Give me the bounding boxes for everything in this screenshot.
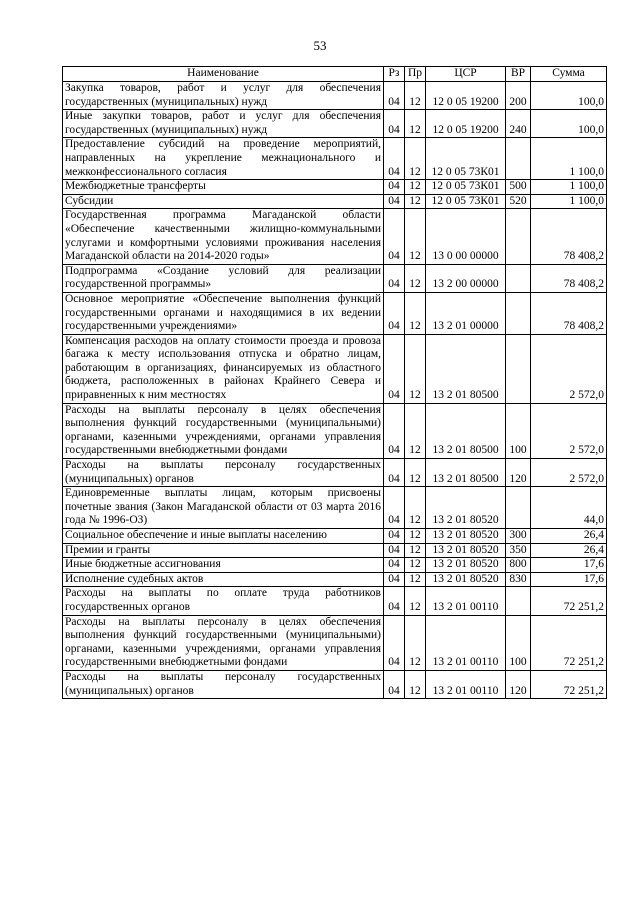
table-row [63, 110, 607, 138]
table-row [63, 572, 607, 587]
cell-csr: 13 0 00 00000 [426, 209, 506, 264]
cell-sum: 26,4 [531, 543, 607, 558]
cell-csr: 12 0 05 73К01 [426, 138, 506, 180]
cell-vr: 200 [506, 82, 531, 110]
cell-rz: 04 [384, 529, 405, 544]
cell-sum: 17,6 [531, 558, 607, 573]
cell-vr: 500 [506, 180, 531, 195]
cell-vr: 100 [506, 615, 531, 670]
table-row [63, 615, 607, 670]
table-row [63, 194, 607, 209]
table-row [63, 334, 607, 403]
cell-pr: 12 [405, 543, 426, 558]
cell-name: Расходы на выплаты персоналу в целях обеспечения выполнения функций государственными (муниципальными) органами, казенными учреждениями, органами управления государственными внебюджетными фондами [63, 403, 384, 458]
cell-name: Основное мероприятие «Обеспечение выполнения функций государственными органами и находящимися в их ведении государственными учреждениями» [63, 292, 384, 334]
cell-sum: 78 408,2 [531, 209, 607, 264]
cell-pr: 12 [405, 138, 426, 180]
cell-pr: 12 [405, 459, 426, 487]
cell-sum: 100,0 [531, 110, 607, 138]
cell-csr: 12 0 05 73К01 [426, 180, 506, 195]
page-number: 53 [313, 38, 327, 53]
cell-rz: 04 [384, 587, 405, 615]
cell-sum: 100,0 [531, 82, 607, 110]
table-row [63, 543, 607, 558]
cell-rz: 04 [384, 334, 405, 403]
cell-name: Предоставление субсидий на проведение мероприятий, направленных на укрепление межнационального и межконфессионального согласия [63, 138, 384, 180]
table-row [63, 670, 607, 698]
cell-sum: 44,0 [531, 487, 607, 529]
cell-vr: 300 [506, 529, 531, 544]
table-row [63, 82, 607, 110]
cell-vr [506, 487, 531, 529]
cell-vr [506, 334, 531, 403]
cell-name: Иные бюджетные ассигнования [63, 558, 384, 573]
table-body [63, 82, 607, 699]
cell-csr: 13 2 01 80500 [426, 334, 506, 403]
cell-pr: 12 [405, 209, 426, 264]
cell-vr: 120 [506, 670, 531, 698]
cell-name: Государственная программа Магаданской области «Обеспечение качественными жилищно-коммунальными услугами и комфортными условиями проживания населения Магаданской области на 2014-2020 годы» [63, 209, 384, 264]
table-row [63, 558, 607, 573]
header-csr: ЦСР [426, 67, 506, 82]
cell-vr [506, 587, 531, 615]
cell-csr: 13 2 01 00000 [426, 292, 506, 334]
cell-rz: 04 [384, 670, 405, 698]
header-row [63, 67, 607, 82]
header-sum: Сумма [531, 67, 607, 82]
cell-sum: 2 572,0 [531, 459, 607, 487]
cell-name: Закупка товаров, работ и услуг для обеспечения государственных (муниципальных) нужд [63, 82, 384, 110]
cell-name: Компенсация расходов на оплату стоимости проезда и провоза багажа к месту использования отпуска и обратно лицам, работающим в организациях, финансируемых из областного бюджета, расположенных в районах Крайнего Севера и приравненных к ним местностях [63, 334, 384, 403]
cell-pr: 12 [405, 615, 426, 670]
cell-pr: 12 [405, 180, 426, 195]
cell-pr: 12 [405, 558, 426, 573]
cell-name: Расходы на выплаты персоналу в целях обеспечения выполнения функций государственными (муниципальными) органами, казенными учреждениями, органами управления государственными внебюджетными фондами [63, 615, 384, 670]
cell-name: Иные закупки товаров, работ и услуг для обеспечения государственных (муниципальных) нужд [63, 110, 384, 138]
cell-name: Расходы на выплаты персоналу государственных (муниципальных) органов [63, 459, 384, 487]
cell-pr: 12 [405, 487, 426, 529]
cell-pr: 12 [405, 670, 426, 698]
cell-csr: 13 2 01 80500 [426, 459, 506, 487]
cell-csr: 13 2 01 80520 [426, 487, 506, 529]
table-row [63, 138, 607, 180]
cell-csr: 12 0 05 19200 [426, 82, 506, 110]
cell-rz: 04 [384, 138, 405, 180]
cell-pr: 12 [405, 587, 426, 615]
cell-pr: 12 [405, 292, 426, 334]
cell-csr: 13 2 01 00110 [426, 615, 506, 670]
cell-rz: 04 [384, 209, 405, 264]
cell-pr: 12 [405, 110, 426, 138]
cell-rz: 04 [384, 180, 405, 195]
cell-csr: 12 0 05 73К01 [426, 194, 506, 209]
table-row [63, 587, 607, 615]
cell-rz: 04 [384, 558, 405, 573]
cell-name: Премии и гранты [63, 543, 384, 558]
cell-csr: 13 2 01 80520 [426, 572, 506, 587]
cell-rz: 04 [384, 543, 405, 558]
cell-pr: 12 [405, 572, 426, 587]
cell-pr: 12 [405, 334, 426, 403]
cell-pr: 12 [405, 264, 426, 292]
table-row [63, 292, 607, 334]
budget-table [62, 66, 607, 699]
table-row [63, 209, 607, 264]
cell-rz: 04 [384, 615, 405, 670]
table-row [63, 180, 607, 195]
cell-csr: 13 2 01 80520 [426, 558, 506, 573]
header-name: Наименование [63, 67, 384, 82]
cell-name: Межбюджетные трансферты [63, 180, 384, 195]
header-vr: ВР [506, 67, 531, 82]
cell-vr [506, 138, 531, 180]
cell-vr [506, 292, 531, 334]
cell-rz: 04 [384, 459, 405, 487]
cell-name: Исполнение судебных актов [63, 572, 384, 587]
cell-name: Субсидии [63, 194, 384, 209]
cell-sum: 26,4 [531, 529, 607, 544]
table-header [63, 67, 607, 82]
cell-vr: 240 [506, 110, 531, 138]
cell-csr: 13 2 01 00110 [426, 587, 506, 615]
cell-vr: 520 [506, 194, 531, 209]
cell-pr: 12 [405, 403, 426, 458]
cell-rz: 04 [384, 292, 405, 334]
table-row [63, 403, 607, 458]
cell-name: Расходы на выплаты персоналу государственных (муниципальных) органов [63, 670, 384, 698]
cell-sum: 1 100,0 [531, 138, 607, 180]
cell-rz: 04 [384, 403, 405, 458]
cell-name: Единовременные выплаты лицам, которым присвоены почетные звания (Закон Магаданской области от 03 марта 2016 года № 1996-ОЗ) [63, 487, 384, 529]
cell-csr: 12 0 05 19200 [426, 110, 506, 138]
table-row [63, 264, 607, 292]
cell-csr: 13 2 01 80520 [426, 543, 506, 558]
cell-vr: 350 [506, 543, 531, 558]
cell-sum: 72 251,2 [531, 615, 607, 670]
cell-sum: 72 251,2 [531, 587, 607, 615]
cell-vr: 100 [506, 403, 531, 458]
cell-vr: 800 [506, 558, 531, 573]
cell-csr: 13 2 01 00110 [426, 670, 506, 698]
cell-pr: 12 [405, 194, 426, 209]
cell-vr: 120 [506, 459, 531, 487]
cell-rz: 04 [384, 572, 405, 587]
cell-name: Расходы на выплаты по оплате труда работников государственных органов [63, 587, 384, 615]
cell-rz: 04 [384, 264, 405, 292]
header-rz: Рз [384, 67, 405, 82]
cell-vr [506, 264, 531, 292]
cell-name: Социальное обеспечение и иные выплаты населению [63, 529, 384, 544]
cell-sum: 1 100,0 [531, 194, 607, 209]
cell-vr [506, 209, 531, 264]
table-row [63, 459, 607, 487]
cell-sum: 1 100,0 [531, 180, 607, 195]
cell-rz: 04 [384, 487, 405, 529]
table-row [63, 487, 607, 529]
cell-sum: 78 408,2 [531, 264, 607, 292]
cell-sum: 17,6 [531, 572, 607, 587]
table-row [63, 529, 607, 544]
header-pr: Пр [405, 67, 426, 82]
cell-csr: 13 2 01 80520 [426, 529, 506, 544]
cell-rz: 04 [384, 194, 405, 209]
cell-sum: 78 408,2 [531, 292, 607, 334]
cell-pr: 12 [405, 529, 426, 544]
cell-csr: 13 2 00 00000 [426, 264, 506, 292]
cell-sum: 2 572,0 [531, 403, 607, 458]
cell-csr: 13 2 01 80500 [426, 403, 506, 458]
cell-rz: 04 [384, 110, 405, 138]
cell-name: Подпрограмма «Создание условий для реализации государственной программы» [63, 264, 384, 292]
cell-rz: 04 [384, 82, 405, 110]
cell-vr: 830 [506, 572, 531, 587]
cell-pr: 12 [405, 82, 426, 110]
cell-sum: 72 251,2 [531, 670, 607, 698]
cell-sum: 2 572,0 [531, 334, 607, 403]
